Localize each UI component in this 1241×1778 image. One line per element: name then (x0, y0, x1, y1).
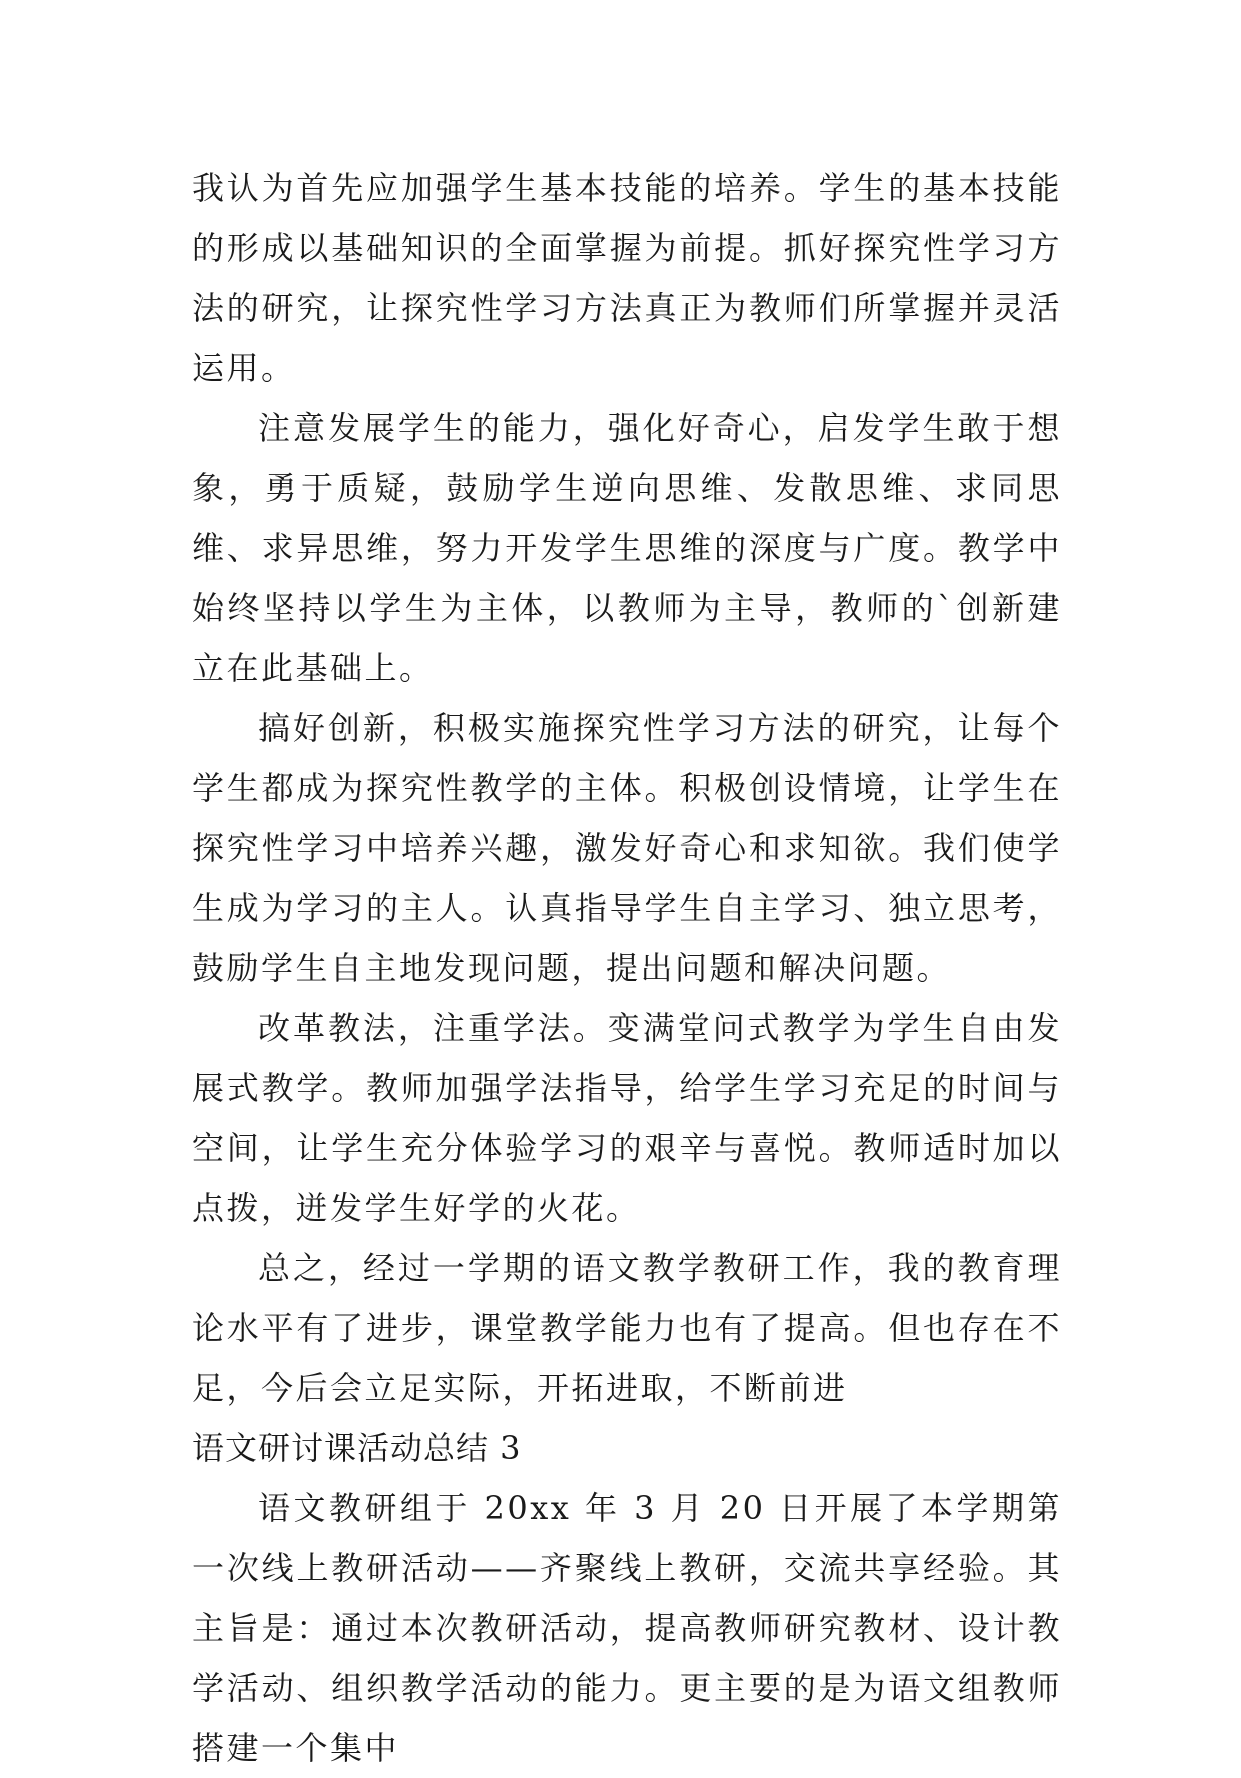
paragraph-develop-ability: 注意发展学生的能力，强化好奇心，启发学生敢于想象，勇于质疑，鼓励学生逆向思维、发散思维、求同思维、求异思维，努力开发学生思维的深度与广度。教学中始终坚持以学生为主体，以教师为主导，教师的`创新建立在此基础上。 (192, 409, 1062, 687)
paragraph-online-research: 语文教研组于 20xx 年 3 月 20 日开展了本学期第一次线上教研活动——齐聚线上教研，交流共享经验。其主旨是：通过本次教研活动，提高教师研究教材、设计教学活动、组织教学活动的能力。更主要的是为语文组教师搭建一个集中 (192, 1489, 1062, 1767)
paragraph-teaching-reform: 改革教法，注重学法。变满堂问式教学为学生自由发展式教学。教师加强学法指导，给学生学习充足的时间与空间，让学生充分体验学习的艰辛与喜悦。教师适时加以点拨，迸发学生好学的火花。 (192, 1009, 1062, 1227)
paragraph-summary: 总之，经过一学期的语文教学教研工作，我的教育理论水平有了进步，课堂教学能力也有了提高。但也存在不足，今后会立足实际，开拓进取，不断前进 (192, 1249, 1062, 1407)
paragraph-innovation: 搞好创新，积极实施探究性学习方法的研究，让每个学生都成为探究性教学的主体。积极创设情境，让学生在探究性学习中培养兴趣，激发好奇心和求知欲。我们使学生成为学习的主人。认真指导学生自主学习、独立思考，鼓励学生自主地发现问题，提出问题和解决问题。 (192, 709, 1062, 987)
document-body (192, 158, 1062, 1778)
paragraph-basic-skills: 我认为首先应加强学生基本技能的培养。学生的基本技能的形成以基础知识的全面掌握为前提。抓好探究性学习方法的研究，让探究性学习方法真正为教师们所掌握并灵活运用。 (192, 169, 1062, 387)
section-heading: 语文研讨课活动总结 3 (192, 1429, 522, 1467)
